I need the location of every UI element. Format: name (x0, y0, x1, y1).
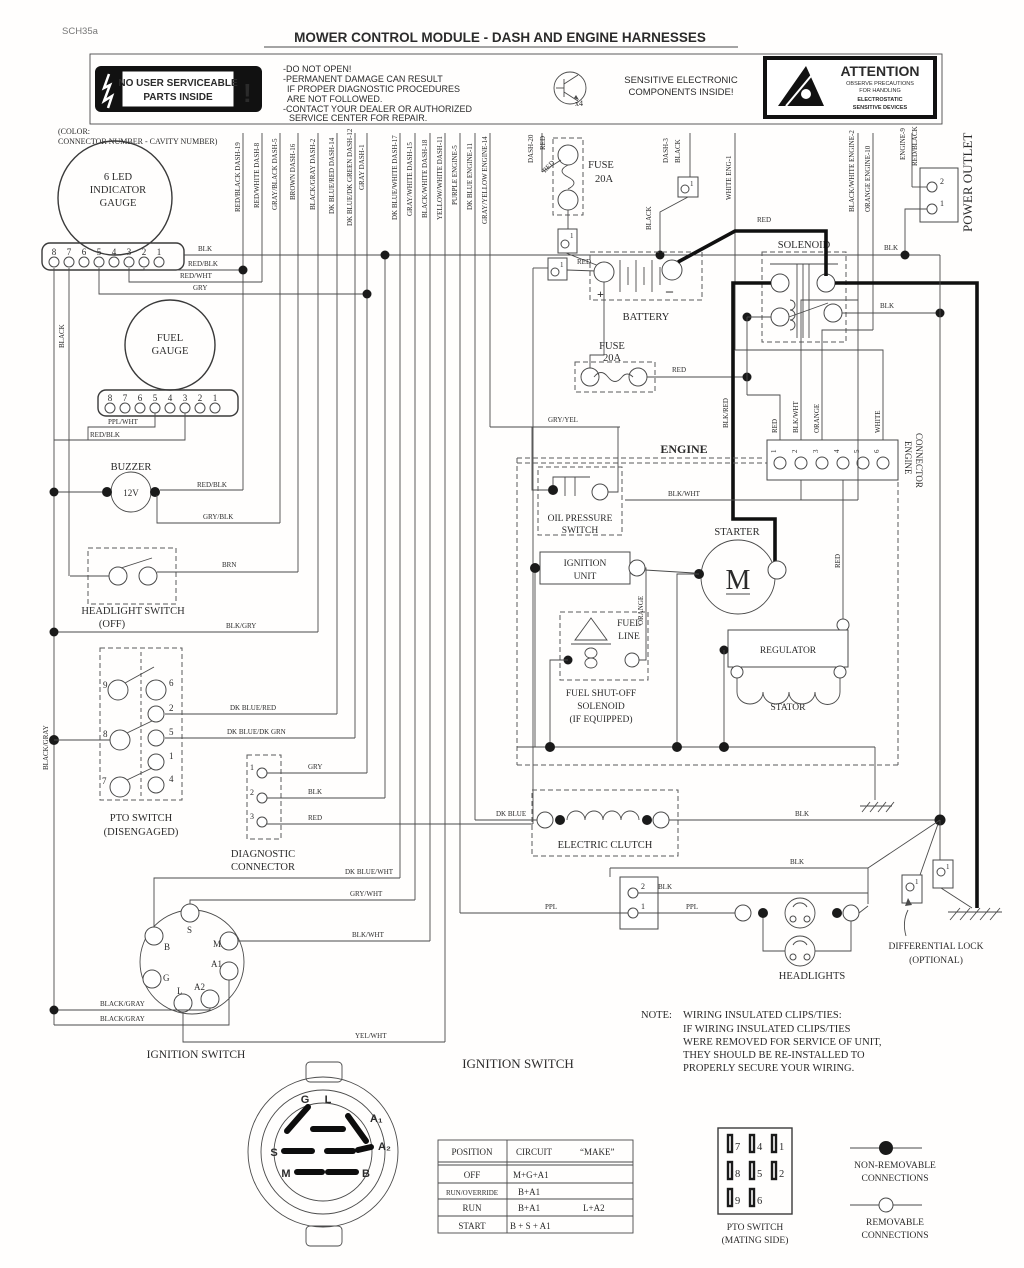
transistor-symbol (554, 72, 586, 108)
note-line-5: PROPERLY SECURE YOUR WIRING. (683, 1063, 855, 1074)
label-blkred: BLK/RED (722, 398, 730, 428)
label-dkblue: DK BLUE (496, 810, 527, 818)
ec-pin3: 3 (812, 449, 820, 453)
fuse1-label: FUSE (588, 160, 614, 171)
label-dash8: RED/WHITE DASH-8 (253, 142, 261, 208)
label-redblk-3: RED/BLK (197, 481, 227, 489)
pto-pin8: 8 (103, 729, 108, 739)
legend-r2: CONNECTIONS (861, 1231, 929, 1241)
label-dkbluered: DK BLUE/RED (230, 704, 277, 712)
label-ppl-2: PPL (686, 903, 699, 911)
fuse2-amps: 20A (602, 353, 622, 364)
differential-lock (868, 820, 1002, 966)
label-dkbluedkgrn: DK BLUE/DK GRN (227, 728, 286, 736)
fuel-pin1: 1 (212, 393, 218, 403)
label-blk-po: BLK (884, 244, 898, 252)
fuel-pin8: 8 (107, 393, 113, 403)
led-pin7: 7 (66, 247, 72, 257)
label-blkwht-2: BLK/WHT (668, 490, 700, 498)
led-pin5: 5 (96, 247, 102, 257)
legend-nr1: NON-REMOVABLE (854, 1161, 936, 1171)
ign-s: S (187, 925, 193, 935)
label-redblk-1: RED/BLK (188, 260, 218, 268)
battery-label: BATTERY (622, 312, 670, 323)
buzzer-label: BUZZER (110, 462, 152, 473)
battery-plus: + (597, 287, 604, 301)
label-redwht-1: RED/WHT (180, 272, 212, 280)
detail-a1: A₁ (370, 1113, 383, 1125)
label-dash20: DASH-20 (527, 134, 535, 163)
ground-icon (860, 802, 894, 812)
po-pin2: 2 (940, 177, 944, 186)
ec-pin6: 6 (873, 449, 881, 453)
table-h2: CIRCUIT (516, 1147, 552, 1157)
label-dash17: DK BLUE/WHITE DASH-17 (391, 135, 399, 220)
table-r4c1: START (458, 1221, 486, 1231)
legend (850, 1141, 936, 1241)
label-engine11: DK BLUE ENGINE-11 (466, 142, 474, 210)
note-line-1: WIRING INSULATED CLIPS/TIES: (683, 1010, 842, 1021)
engine-connector-label-1: ENGINE (903, 441, 913, 475)
note-title: NOTE: (641, 1010, 672, 1021)
sensitive-text-1: SENSITIVE ELECTRONIC (624, 75, 738, 86)
detail-g: G (300, 1094, 310, 1106)
label-gry-1: GRY (193, 284, 208, 292)
pto-pin2: 2 (169, 703, 174, 713)
table-h3: “MAKE” (580, 1147, 615, 1157)
attention-line-3: ELECTROSTATIC (857, 97, 903, 103)
color-note-1: (COLOR: (58, 127, 90, 136)
hl-pin2: 2 (641, 882, 645, 891)
ign-a1: A1 (211, 959, 222, 969)
label-orange-v: ORANGE (637, 595, 645, 625)
attention-title: ATTENTION (840, 63, 920, 79)
headlight-switch-label-2: (OFF) (98, 619, 126, 630)
harness-wires (243, 133, 912, 1042)
legend-r1: REMOVABLE (866, 1218, 924, 1228)
page-title: MOWER CONTROL MODULE - DASH AND ENGINE HARNESSES (294, 30, 706, 45)
label-dash15: GRAY/WHITE DASH-15 (406, 142, 414, 216)
headlight-switch-label-1: HEADLIGHT SWITCH (81, 606, 185, 617)
headlights (460, 858, 868, 982)
table-r3c1: RUN (462, 1203, 482, 1213)
table-r4c2: B + S + A1 (510, 1221, 551, 1231)
legend-nr2: CONNECTIONS (861, 1174, 929, 1184)
label-dash19: RED/BLACK DASH-19 (234, 142, 242, 212)
label-dash2: BLACK/GRAY DASH-2 (309, 138, 317, 210)
headlight-switch (50, 548, 319, 637)
warn-text-3: IF PROPER DIAGNOSTIC PROCEDURES (287, 84, 461, 94)
fuel-gauge-label-2: GAUGE (151, 346, 189, 357)
table-r1c2: M+G+A1 (513, 1170, 549, 1180)
table-r3c2: B+A1 (518, 1203, 541, 1213)
buzzer-voltage: 12V (123, 488, 139, 498)
label-blk-clutch: BLK (795, 810, 809, 818)
label-pplwht: PPL/WHT (108, 418, 138, 426)
ign-b: B (164, 942, 171, 952)
label-dash3: DASH-3 (662, 138, 670, 163)
dl-pin1b: 1 (915, 878, 919, 886)
led-pin2: 2 (141, 247, 147, 257)
label-engine2: BLACK/WHITE ENGINE-2 (848, 130, 856, 212)
detail-b: B (362, 1168, 370, 1180)
note-line-3: WERE REMOVED FOR SERVICE OF UNIT, (683, 1037, 882, 1048)
label-blkwht-1: BLK/WHT (352, 931, 384, 939)
plug-4: 4 (757, 1142, 763, 1153)
table-r2c1: RUN/OVERRIDE (445, 1189, 499, 1197)
ign-m: M (213, 939, 222, 949)
solenoid-label: SOLENOID (777, 240, 831, 251)
transistor-count: x4 (575, 99, 583, 108)
plug-label-1: PTO SWITCH (726, 1223, 784, 1233)
led-pin8: 8 (51, 247, 57, 257)
ec-pin1: 1 (770, 449, 778, 453)
diag-label-1: DIAGNOSTIC (230, 849, 296, 860)
fso-label-2: SOLENOID (577, 702, 625, 712)
table-r3c3: L+A2 (583, 1203, 605, 1213)
label-red-diag: RED (540, 158, 557, 175)
led-pin6: 6 (81, 247, 87, 257)
label-blk-2: BLK (308, 788, 322, 796)
pto-switch-mating (718, 1128, 792, 1246)
fuel-pin7: 7 (122, 393, 128, 403)
plug-6: 6 (757, 1196, 763, 1207)
plug-label-2: (MATING SIDE) (721, 1236, 789, 1246)
warn-text-2: -PERMANENT DAMAGE CAN RESULT (283, 74, 443, 84)
fuel-gauge-label-1: FUEL (156, 333, 184, 344)
label-red-diag2: RED (308, 814, 322, 822)
led-pin1: 1 (156, 247, 162, 257)
diag-label-2: CONNECTOR (231, 862, 295, 873)
fuel-pin2: 2 (197, 393, 203, 403)
led-gauge-label-2: INDICATOR (89, 185, 147, 196)
label-yelwht: YEL/WHT (355, 1032, 387, 1040)
pto-pin6: 6 (169, 678, 174, 688)
label-gryblk: GRY/BLK (203, 513, 234, 521)
regulator (720, 619, 850, 747)
label-dash1: GRAY DASH-1 (358, 144, 366, 190)
non-removable-icon (879, 1141, 893, 1155)
clutch-label: ELECTRIC CLUTCH (557, 840, 653, 851)
ign-detail-title: IGNITION SWITCH (462, 1056, 574, 1071)
fuse1-amps: 20A (594, 174, 614, 185)
led-gauge-label-3: GAUGE (99, 198, 137, 209)
removable-icon (879, 1198, 893, 1212)
fuse-20a-lower (575, 341, 752, 392)
warning-line-2: PARTS INSIDE (143, 92, 213, 103)
pto-pin1: 1 (169, 751, 174, 761)
ignition-switch-label: IGNITION SWITCH (146, 1049, 246, 1061)
ec-pin5: 5 (853, 449, 861, 453)
warn-text-6: SERVICE CENTER FOR REPAIR. (289, 113, 428, 123)
regulator-label: REGULATOR (759, 646, 817, 656)
battery-minus: – (666, 284, 673, 299)
warn-text-4: ARE NOT FOLLOWED. (287, 94, 383, 104)
label-blk-hl1: BLK (658, 883, 672, 891)
table-h1: POSITION (451, 1147, 493, 1157)
fso-label-1: FUEL SHUT-OFF (565, 689, 637, 699)
label-redblk-2: RED/BLK (90, 431, 120, 439)
label-blackgray-left: BLACK/GRAY (42, 725, 50, 770)
table-r2c2: B+A1 (518, 1187, 541, 1197)
pto-switch-label-1: PTO SWITCH (109, 813, 173, 824)
plug-7: 7 (735, 1142, 741, 1153)
label-black-left: BLACK (58, 324, 66, 348)
pto-pin4: 4 (169, 774, 174, 784)
stator-label: STATOR (770, 703, 806, 713)
engine-label: ENGINE (660, 442, 708, 456)
label-dash16: BROWN DASH-16 (289, 143, 297, 200)
led-pin3: 3 (126, 247, 132, 257)
label-dash5: GRAY/BLACK DASH-5 (271, 138, 279, 210)
led-pin4: 4 (111, 247, 117, 257)
table-r1c1: OFF (463, 1170, 481, 1180)
diagnostic-connector (231, 755, 533, 873)
bold-cables (678, 231, 977, 908)
plug-1: 1 (779, 1142, 785, 1153)
solenoid (743, 216, 945, 395)
label-blk-sol: BLK (880, 302, 894, 310)
pto-pin7: 7 (102, 776, 107, 786)
batt-conn-pin: 1 (560, 261, 564, 269)
ec-pin2: 2 (791, 449, 799, 453)
label-black-fuse: BLACK (645, 206, 653, 230)
diff-lock-label-1: DIFFERENTIAL LOCK (888, 942, 984, 952)
label-engine14: GRAY/YELLOW ENGINE-14 (481, 136, 489, 224)
pto-switch (42, 648, 355, 838)
dl-pin1a: 1 (946, 863, 950, 871)
diff-lock-label-2: (OPTIONAL) (909, 956, 963, 966)
diag-pin1: 1 (250, 763, 254, 772)
led-indicator-gauge (42, 141, 184, 270)
warn-text-1: -DO NOT OPEN! (283, 64, 352, 74)
fuel-shutoff-solenoid (550, 612, 648, 747)
attention-line-4: SENSITIVE DEVICES (852, 105, 908, 111)
ign-g: G (163, 973, 170, 983)
engine-connector-label-2: CONNECTOR (914, 433, 924, 488)
iu-label-2: UNIT (573, 572, 597, 582)
label-blkwht-pin2: BLK/WHT (792, 401, 800, 433)
sheet-id: SCH35a (62, 26, 98, 37)
plug-2: 2 (779, 1169, 785, 1180)
note-line-4: THEY SHOULD BE RE-INSTALLED TO (683, 1050, 865, 1061)
iu-label-1: IGNITION (563, 559, 607, 569)
label-blk-1: BLK (198, 245, 212, 253)
starter-label: STARTER (714, 527, 760, 538)
label-dash11: YELLOW/WHITE DASH-11 (436, 136, 444, 220)
label-brn: BRN (222, 561, 237, 569)
note-line-2: IF WIRING INSULATED CLIPS/TIES (683, 1024, 851, 1035)
detail-s: S (270, 1147, 278, 1159)
label-white-pin6: WHITE (874, 410, 882, 433)
label-engine9: ENGINE-9 (899, 128, 907, 160)
label-blk-hl2: BLK (790, 858, 804, 866)
label-eng1: WHITE ENG-1 (725, 155, 733, 200)
label-red-pin1: RED (771, 419, 779, 433)
fuel-pin6: 6 (137, 393, 143, 403)
warning-text-block (283, 64, 473, 123)
label-red-sol: RED (757, 216, 771, 224)
label-ppl-1: PPL (545, 903, 558, 911)
ign-a2: A2 (194, 982, 205, 992)
buzzer (50, 462, 281, 523)
label-blackgray-1: BLACK/GRAY (100, 1000, 145, 1008)
pto-pin9: 9 (103, 680, 108, 690)
color-note-2: CONNECTOR NUMBER - CAVITY NUMBER) (58, 137, 218, 146)
warn-text-5: -CONTACT YOUR DEALER OR AUTHORIZED (283, 104, 473, 114)
fso-label-3: (IF EQUIPPED) (569, 715, 633, 725)
exclamation-icon: ! (243, 78, 252, 108)
detail-m: M (281, 1168, 291, 1180)
fuel-gauge (54, 300, 238, 440)
note-block (641, 1010, 881, 1074)
attention-line-2: FOR HANDLING (859, 88, 901, 94)
label-grywht: GRY/WHT (350, 890, 383, 898)
starter-m: M (725, 565, 751, 596)
pto-switch-label-2: (DISENGAGED) (103, 827, 179, 838)
dash3-conn-pin: 1 (690, 180, 694, 188)
plug-8: 8 (735, 1169, 741, 1180)
label-dash20-color: RED (539, 136, 547, 150)
label-dash12: DK BLUE/DK GREEN DASH-12 (346, 128, 354, 226)
headlights-label: HEADLIGHTS (778, 971, 846, 982)
led-gauge-label-1: 6 LED (103, 172, 133, 183)
power-outlet (884, 133, 975, 260)
detail-l: L (324, 1094, 332, 1106)
ops-label-2: SWITCH (561, 526, 599, 536)
label-gryyel: GRY/YEL (548, 416, 578, 424)
label-blackgray-2: BLACK/GRAY (100, 1015, 145, 1023)
label-dash14: DK BLUE/RED DASH-14 (328, 137, 336, 214)
label-blkgry: BLK/GRY (226, 622, 257, 630)
fuel-line-label-2: LINE (618, 632, 640, 642)
attention-line-1: OBSERVE PRECAUTIONS (846, 81, 914, 87)
label-red-reg: RED (834, 554, 842, 568)
plug-9: 9 (735, 1196, 741, 1207)
sensitive-text-2: COMPONENTS INSIDE! (628, 87, 734, 98)
fuel-pin4: 4 (167, 393, 173, 403)
engine-connector (735, 300, 924, 619)
pto-pin5: 5 (169, 727, 174, 737)
ops-label-1: OIL PRESSURE (547, 514, 613, 524)
power-outlet-label: POWER OUTLET (960, 132, 975, 232)
plug-5: 5 (757, 1169, 763, 1180)
warning-line-1: NO USER SERVICEABLE (118, 78, 238, 89)
circuit-table (438, 1140, 633, 1233)
engine-ground-bus (517, 742, 894, 812)
fuel-pin3: 3 (182, 393, 188, 403)
label-gry-2: GRY (308, 763, 323, 771)
fuel-pin5: 5 (152, 393, 158, 403)
label-dkbluewht: DK BLUE/WHT (345, 868, 394, 876)
fuse2-label: FUSE (599, 341, 625, 352)
diag-pin2: 2 (250, 788, 254, 797)
ground-icon-2 (948, 908, 1002, 920)
fuel-line-label-1: FUEL (617, 619, 641, 629)
hl-pin1: 1 (641, 902, 645, 911)
label-orange-pin3: ORANGE (813, 403, 821, 433)
label-dash3-color: BLACK (674, 139, 682, 163)
no-user-serviceable-warning (95, 66, 262, 112)
ec-pin4: 4 (833, 449, 841, 453)
attention-esd-label (765, 58, 935, 117)
label-red-fuse2: RED (672, 366, 686, 374)
label-engine5: PURPLE ENGINE-5 (451, 145, 459, 205)
label-engine10: ORANGE ENGINE-10 (864, 145, 872, 212)
label-red-batt: RED (577, 258, 591, 266)
diag-pin3: 3 (250, 812, 254, 821)
label-dash18: BLACK/WHITE DASH-18 (421, 139, 429, 218)
ign-l: L (177, 986, 183, 996)
detail-a2: A₂ (378, 1141, 391, 1153)
fuse1-conn-pin: 1 (570, 232, 574, 240)
ignition-switch-schematic (50, 868, 446, 1061)
po-pin1: 1 (940, 199, 944, 208)
label-engine9-color: RED/BLACK (911, 126, 919, 166)
